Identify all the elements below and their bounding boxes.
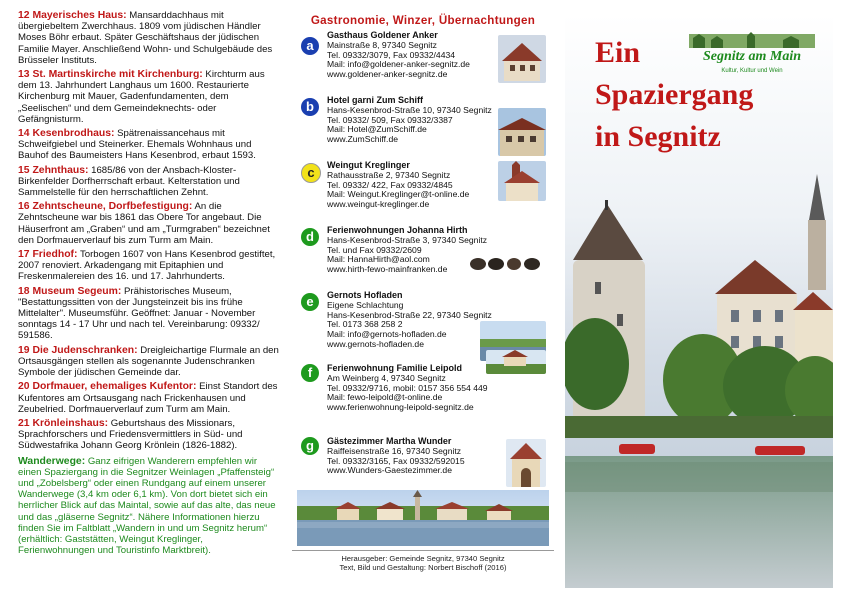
entry-heading: 16 Zehntscheune, Dorfbefestigung: — [18, 201, 193, 213]
wanderwege-text: Ganz eifrigen Wanderern empfehlen wir einen Spaziergang in die Segnitzer Weinlagen „Pfaffensteig“ und „Zobelsberg“ oder einen Rundgang auf einem unserer Wanderwege (3,4 km oder 6,1 km). Von dort bietet sich ein herrlicher Blick auf das Maintal, sowie auf das alte, das neue und das „gläserne Segnitz“. Nähere Informationen hierzu finden Sie im Faltblatt „Wandern in und um Segnitz herum“ (erhältlich: Gaststätten, Weingut Kreglinger, Ferienwohnungen und Touristinfo Marktbreit). — [18, 455, 276, 557]
venue-a — [292, 31, 554, 96]
letter-badge: c — [301, 163, 321, 183]
entry-heading: 12 Mayerisches Haus: — [18, 10, 127, 21]
venue-line: Tel. 09332/3079, Fax 09332/4434 — [327, 49, 456, 60]
middle-column — [292, 8, 554, 593]
venue-c — [292, 161, 554, 226]
venue-line: Mail: info@gernots-hofladen.de — [327, 329, 447, 340]
venue-line: Tel. 09332/ 509, Fax 09332/3387 — [327, 114, 453, 125]
list-item — [18, 128, 280, 162]
venue-line: Mail: Weingut.Kreglinger@t-online.de — [327, 189, 470, 200]
venue-line[interactable]: www.ferienwohnung-leipold-segnitz.de — [327, 402, 474, 413]
letter-badge: e — [301, 293, 319, 311]
letter-badge: f — [301, 364, 319, 382]
entry-text: 1685/86 von der Ansbach-Kloster-Birkenfelder Dorfherrschaft erbaut. Kelterstation und Sammelstelle für den herrschaftlichen Zehnt. — [18, 164, 240, 199]
venue-line: Raiffeisenstraße 16, 97340 Segnitz — [327, 445, 462, 456]
venue-f — [292, 356, 554, 421]
entry-heading: 13 St. Martinskirche mit Kirchenburg: — [18, 69, 203, 81]
venue-photo — [498, 108, 546, 156]
list-item — [18, 165, 280, 199]
venue-name: Gästezimmer Martha Wunder — [327, 436, 452, 446]
venue-line[interactable]: www.hirth-fewo-mainfranken.de — [327, 264, 448, 275]
venue-line: Am Weinberg 4, 97340 Segnitz — [327, 372, 446, 383]
venue-line[interactable]: www.goldener-anker-segnitz.de — [327, 69, 448, 80]
cover-title-line: Spaziergang — [595, 78, 754, 111]
section-title: Gastronomie, Winzer, Übernachtungen — [310, 14, 536, 27]
entry-heading: 15 Zehnthaus: — [18, 164, 89, 176]
entry-text: Dreigleichartige Flurmale an den Ortsausgängen stellen als sogenannte Judenschranken Symbole der jüdischen Gemeinde dar. — [18, 344, 279, 379]
list-item — [18, 249, 280, 283]
venue-b — [292, 96, 554, 161]
venue-line: Tel. 0173 368 258 2 — [327, 319, 403, 330]
entry-text: Einst Standort des Kufentores am Ortsausgang nach Frickenhausen und Zeubelried. Dorfmauerverlauf zum Turm am Main. — [18, 381, 278, 415]
venue-line: Mail: info@goldener-anker-segnitz.de — [327, 59, 470, 70]
list-item — [18, 418, 280, 452]
letter-badge: b — [301, 98, 319, 116]
venue-line[interactable]: www.Wunders-Gaestezimmer.de — [327, 465, 452, 476]
entry-heading: 21 Krönleinshaus: — [18, 417, 109, 429]
entry-heading: 14 Kesenbrodhaus: — [18, 128, 115, 140]
venue-name: Ferienwohnung Familie Leipold — [327, 363, 463, 373]
credits — [292, 550, 554, 572]
entry-text: Mansarddachhaus mit übergiebeltem Zwerchhaus. 1809 vom jüdischen Händler Moses Böhr erbaut. Später Geschäftshaus der jüdischen Familie Mayer. Anschließend Wohn- und Schulgebäude des Brüsseler Instituts. — [18, 10, 273, 66]
venue-photo — [498, 35, 546, 83]
venue-line[interactable]: www.ZumSchiff.de — [327, 134, 399, 145]
venue-line: Mail: fewo-leipold@t-online.de — [327, 392, 443, 403]
wanderwege-section — [18, 456, 280, 557]
cover-panel — [565, 14, 833, 588]
list-item — [18, 345, 280, 379]
village-panorama-photo — [297, 490, 549, 546]
entry-heading: 19 Die Judenschranken: — [18, 344, 138, 356]
left-column — [18, 10, 280, 556]
letter-badge: g — [301, 437, 319, 455]
venue-line: Tel. 09332/3165, Fax 09332/592015 — [327, 455, 465, 466]
venue-photo — [468, 252, 546, 272]
entry-heading: 18 Museum Segeum: — [18, 285, 122, 297]
cover-title-line: Ein — [595, 36, 641, 69]
logo-subtext: Kultur, Kultur und Wein — [721, 68, 783, 74]
venue-photo — [506, 439, 546, 487]
venue-line: Eigene Schlachtung — [327, 299, 404, 310]
entry-text: Spätrenaissancehaus mit Schweifgiebel und Steinerker. Ehemals Wohnhaus und Bauhof des Baumeisters Hans Kesenbrod, erbaut 1593. — [18, 128, 256, 162]
venue-line: Mainstraße 8, 97340 Segnitz — [327, 39, 437, 50]
list-item — [18, 201, 280, 246]
venue-line: Tel. und Fax 09332/2609 — [327, 244, 422, 255]
logo-text: Segnitz am Main — [702, 49, 802, 64]
venue-line: Mail: Hotel@ZumSchiff.de — [327, 124, 427, 135]
venue-name: Gernots Hofladen — [327, 290, 403, 300]
letter-badge: d — [301, 228, 319, 246]
credit-line: Text, Bild und Gestaltung: Norbert Bischoff (2016) — [339, 563, 507, 572]
list-item — [18, 69, 280, 125]
entry-text: Prähistorisches Museum, "Bestattungssitten von der Jungsteinzeit bis ins frühe Mittelalter". Museumsführ. Geöffnet: Januar - November sonntags 14 - 17 Uhr und nach tel. Vereinbarung: 09332/ 591586. — [18, 285, 260, 342]
entry-heading: 20 Dorfmauer, ehemaliges Kufentor: — [18, 381, 197, 393]
venue-line: Mail: HannaHirth@aol.com — [327, 254, 430, 265]
venue-e — [292, 291, 554, 356]
list-item — [18, 286, 280, 342]
venue-name: Gasthaus Goldener Anker — [327, 30, 438, 40]
letter-badge: a — [301, 37, 319, 55]
venue-line[interactable]: www.weingut-kreglinger.de — [327, 199, 430, 210]
venue-name: Hotel garni Zum Schiff — [327, 95, 424, 105]
venue-line: Rathausstraße 2, 97340 Segnitz — [327, 169, 451, 180]
entry-text: An die Zehntscheune war bis 1861 das Obere Tor angebaut. Die Häuserfront am „Graben“ und am „Turmgraben“ bezeichnet den Dorfmauerverlauf bis zum Turm am Main. — [18, 201, 270, 246]
venue-photo — [498, 161, 546, 201]
segnitz-logo — [687, 30, 817, 76]
cover-title-line: in Segnitz — [595, 120, 721, 153]
venue-line[interactable]: www.gernots-hofladen.de — [327, 338, 424, 349]
venue-line: Hans-Kesenbrod-Straße 10, 97340 Segnitz — [327, 104, 492, 115]
entry-text: Kirchturm aus dem 13. Jahrhundert Langhaus um 1600. Restaurierte Kirchenburg mit Mauer, Gadenfundamenten, dem „Seelischen“ und dem Gemeindeknechts- oder Gefängnisturm. — [18, 69, 265, 125]
entry-text: Geburtshaus des Missionars, Sprachforschers und Friedensvermittlers in Süd- und Südwestafrika Johann Georg Krönlein (1826-1882). — [18, 417, 243, 452]
list-item — [18, 381, 280, 415]
entry-heading: 17 Friedhof: — [18, 249, 78, 261]
venue-name: Ferienwohnungen Johanna Hirth — [327, 225, 468, 235]
venue-line: Hans-Kesenbrod-Straße 3, 97340 Segnitz — [327, 234, 488, 245]
wanderwege-heading: Wanderwege: — [18, 455, 86, 467]
venue-name: Weingut Kreglinger — [327, 160, 410, 170]
entry-text: Torbogen 1607 von Hans Kesenbrod gestiftet, 2007 renoviert. Arkadengang mit Epitaphien und Freskenmalereien des 16. und 17. Jahrhunderts. — [18, 249, 276, 283]
list-item — [18, 10, 280, 66]
venue-line: Tel. 09332/ 422, Fax 09332/4845 — [327, 179, 453, 190]
venue-d — [292, 226, 554, 291]
venue-line: Tel. 09332/9716, mobil: 0157 356 554 449 — [327, 382, 488, 393]
venue-line: Hans-Kesenbrod-Straße 22, 97340 Segnitz — [327, 309, 492, 320]
venue-g — [292, 421, 554, 486]
credit-line: Herausgeber: Gemeinde Segnitz, 97340 Segnitz — [341, 554, 505, 563]
venue-photo — [486, 350, 546, 374]
